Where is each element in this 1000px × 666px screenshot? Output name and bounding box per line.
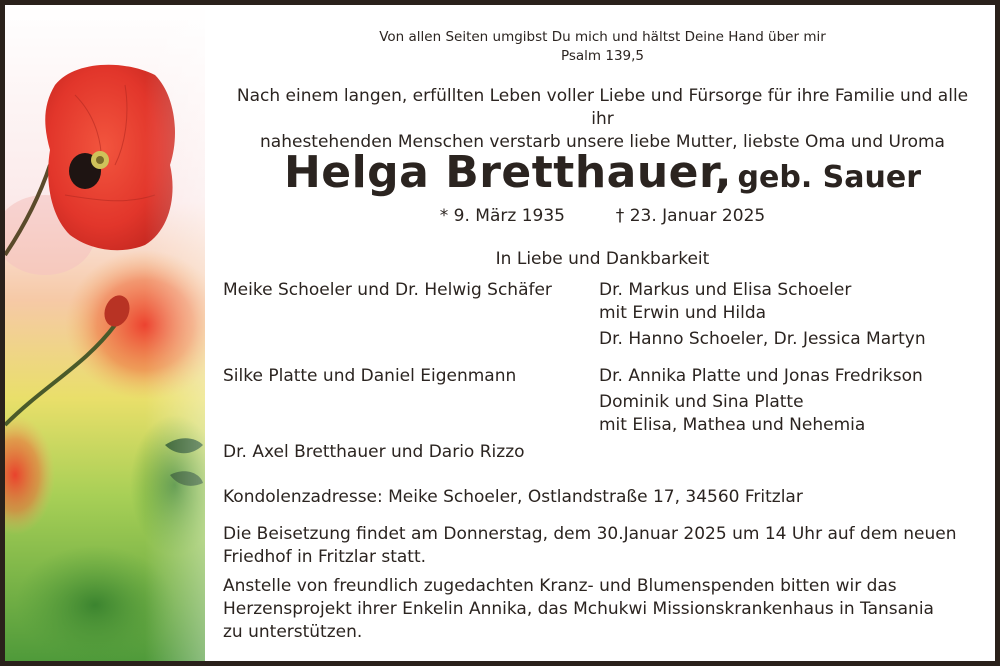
mourner-left: Silke Platte und Daniel Eigenmann: [223, 366, 517, 386]
deceased-maiden-name: geb. Sauer: [737, 160, 922, 195]
motto: [225, 28, 980, 66]
death-date: † 23. Januar 2025: [615, 206, 766, 226]
motto-verse: Von allen Seiten umgibst Du mich und hältst Deine Hand über mir: [379, 29, 826, 45]
donation-line: zu unterstützen.: [223, 622, 363, 642]
obituary-card: [5, 5, 995, 661]
intro-line: nahestehenden Menschen verstarb unsere liebe Mutter, liebste Oma und Uroma: [260, 132, 945, 152]
deceased-full-name: Helga Bretthauer,: [283, 147, 732, 198]
motto-reference: Psalm 139,5: [560, 48, 645, 64]
donation-line: Anstelle von freundlich zugedachten Kranz- und Blumenspenden bitten wir das: [223, 576, 897, 596]
mourner-right: mit Erwin und Hilda: [599, 303, 767, 323]
intro-line: Nach einem langen, erfüllten Leben voller Liebe und Fürsorge für ihre Familie und alle ihr: [236, 86, 969, 129]
mourner-right: Dr. Annika Platte und Jonas Fredrikson: [599, 366, 923, 386]
mourner-right: Dr. Markus und Elisa Schoeler: [599, 280, 852, 300]
thanks-line: In Liebe und Dankbarkeit: [495, 249, 710, 269]
birth-date: * 9. März 1935: [439, 206, 565, 226]
mourner-right: Dominik und Sina Platte: [599, 392, 804, 412]
life-dates: [225, 206, 980, 226]
mourner-right: Dr. Hanno Schoeler, Dr. Jessica Martyn: [599, 329, 926, 349]
mourner-right: mit Elisa, Mathea und Nehemia: [599, 415, 866, 435]
funeral-info: [223, 523, 957, 569]
condolence-address: Kondolenzadresse: Meike Schoeler, Ostlandstraße 17, 34560 Fritzlar: [223, 487, 803, 507]
donation-request: [223, 575, 934, 644]
mourner-left: Meike Schoeler und Dr. Helwig Schäfer: [223, 280, 552, 300]
deceased-name: [225, 147, 980, 198]
funeral-line: Friedhof in Fritzlar statt.: [223, 547, 427, 567]
poppy-illustration: [5, 5, 205, 661]
funeral-line: Die Beisetzung findet am Donnerstag, dem 30.Januar 2025 um 14 Uhr auf dem neuen: [223, 524, 957, 544]
donation-line: Herzensprojekt ihrer Enkelin Annika, das Mchukwi Missionskrankenhaus in Tansania: [223, 599, 934, 619]
intro-text: [225, 85, 980, 154]
mourner-left: Dr. Axel Bretthauer und Dario Rizzo: [223, 442, 525, 462]
